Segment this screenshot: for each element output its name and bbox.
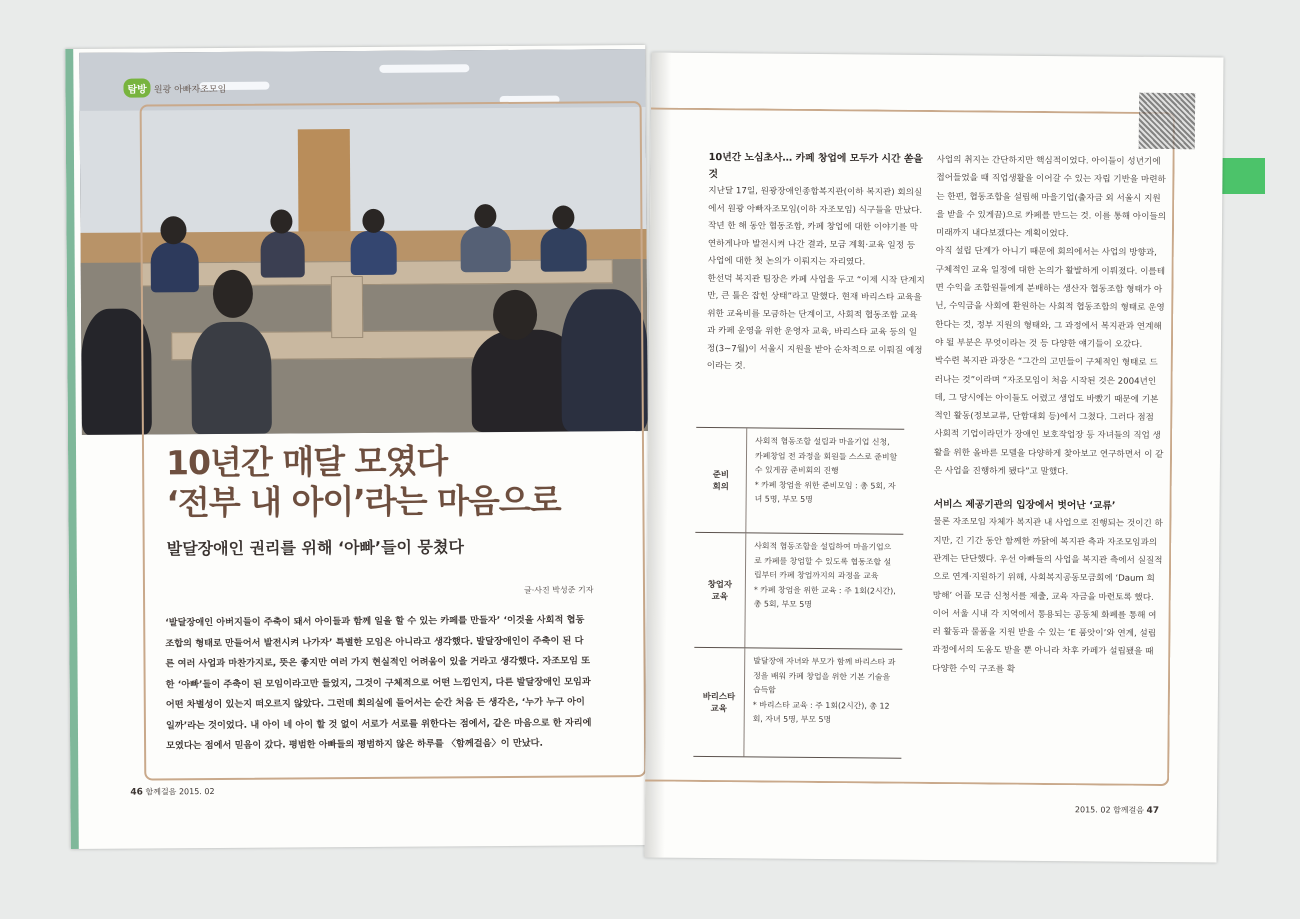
article-subtitle: 발달장애인 권리를 위해 ‘아빠’들이 뭉쳤다 xyxy=(166,537,464,559)
schedule-row xyxy=(693,648,902,759)
schedule-label: 바리스타 교육 xyxy=(693,648,745,756)
folio-text: 함께걸음 2015. 02 xyxy=(145,787,215,797)
folio-text: 2015. 02 함께걸음 xyxy=(1074,805,1145,815)
schedule-row xyxy=(694,533,903,650)
headline-line-2: ‘전부 내 아이’라는 마음으로 xyxy=(166,480,561,523)
column-2 xyxy=(932,151,1167,680)
schedule-table xyxy=(693,427,904,759)
schedule-label: 준비 회의 xyxy=(695,428,747,532)
section-heading: 서비스 제공기관의 입장에서 벗어난 ‘교류’ xyxy=(933,499,1116,512)
section-heading: 10년간 노심초사… 카페 창업에 모두가 시간 쏟을 것 xyxy=(708,152,923,181)
paragraph: 지난달 17일, 원광장애인종합복지관(이하 복지관) 회의실에서 원광 아빠자조모임(이하 자조모임) 식구들을 만났다. 작년 한 해 동안 협동조합, 카페 창업에 대한 이야기를 막연하게나마 발전시켜 나간 결과, 모금 계획·교육 일정 등 사업에 대한 첫 논의가 이뤄지는 자리였다. xyxy=(707,186,923,268)
page-number: 47 xyxy=(1146,805,1160,816)
lead-paragraph: ‘발달장애인 아버지들이 주축이 돼서 아이들과 함께 일을 할 수 있는 카페를 만들자’ ‘이것을 사회적 협동조합의 형태로 만들어서 발전시켜 나가자’ 특별한 모임은 아니라고 생각했다. 발달장애인이 주축이 된 다른 여러 사업과 마찬가지로, 뜻은 좋지만 여러 가지 현실적인 어려움이 있을 거라고 생각했다. 자조모임 또한 ‘아빠’들이 주축이 된 모임이라고만 들었지, 그것이 구체적으로 어떤 느낌인지, 다른 발달장애인 모임과 어떤 차별성이 있는지 떠오르지 않았다. 그런데 회의실에 들어서는 순간 처음 든 생각은, ‘누가 누구 아이일까’라는 것이었다. 내 아이 네 아이 할 것 없이 서로가 서로를 위한다는 점에서, 같은 마음으로 한 자리에 모였다는 점에서 믿음이 갔다. 평범한 아빠들의 평범하지 않은 하루를 〈함께걸음〉이 만났다. xyxy=(165,614,592,752)
left-folio xyxy=(130,786,214,798)
right-page xyxy=(644,53,1223,863)
byline: 글·사진 박성준 기자 xyxy=(523,585,594,595)
schedule-desc: 발달장애 자녀와 부모가 함께 바리스타 과정을 배워 카페 창업을 위한 기본 기술을 습득함 * 바리스타 교육 : 주 1회(2시간), 총 12회, 자녀 5명, 부모 5명 xyxy=(752,656,896,725)
schedule-desc: 사회적 협동조합 설립과 마을기업 신청, 카페창업 전 과정을 회원들 스스로 준비할 수 있게끔 준비회의 진행 * 카페 창업을 위한 준비모임 : 총 5회, 자녀 5명, 부모 5명 xyxy=(754,436,898,505)
left-page xyxy=(65,45,651,849)
headline-line-1: 10년간 매달 모였다 xyxy=(165,441,448,483)
paragraph: 한선덕 복지관 팀장은 카페 사업을 두고 “이제 시작 단계지만, 큰 틀은 잡힌 상태”라고 말했다. 현재 바리스타 교육을 위한 교육비를 모금하는 단계이고, 사회적 협동조합 교육과 카페 운영을 위한 운영자 교육, 바리스타 교육 등의 일정(3~7월)이 서울시 지원을 받아 순차적으로 이뤄질 예정이라는 것. xyxy=(706,273,925,372)
paragraph: 아직 설립 단계가 아니기 때문에 회의에서는 사업의 방향과, 구체적인 교육 일정에 대한 논의가 활발하게 이뤄졌다. 이를테면 수익을 조합원들에게 분배하는 생산자 협동조합 형태가 아닌, 수익금을 사회에 환원하는 사회적 협동조합의 형태로 운영한다는 것, 정부 지원의 형태와, 그 과정에서 복지관과 연계해야 될 부분은 무엇이라는 것 등 다양한 얘기들이 오갔다. xyxy=(934,246,1166,350)
schedule-label: 창업자 교육 xyxy=(694,533,746,647)
paragraph: 물론 자조모임 자체가 복지관 내 사업으로 진행되는 것이긴 하지만, 긴 기간 동안 함께한 까닭에 복지관 측과 자조모임과의 관계는 단단했다. 우선 아빠들의 사업을 복지관 측에서 실질적으로 연계·지원하기 위해, 사회복지공동모금회에 ‘Daum 희망해’ 어플 모금 신청서를 제출, 교육 자금을 마련토록 했다. 이어 서울 시내 각 지역에서 통용되는 공동체 화폐를 통해 여러 활동과 물품을 지원 받을 수 있는 ‘E 품앗이’와 연계, 설립 과정에서의 도움도 받을 뿐 아니라 차후 카페가 설립됐을 때 다양한 수익 구조를 확 xyxy=(932,517,1163,675)
page-edge xyxy=(65,49,79,849)
schedule-desc: 사회적 협동조합을 설립하여 마을기업으로 카페를 창업할 수 있도록 협동조합 설립부터 카페 창업까지의 과정을 교육 * 카페 창업을 위한 교육 : 주 1회(2시간), 총 5회, 부모 5명 xyxy=(753,541,896,610)
paragraph: 박수련 복지관 과장은 “그간의 고민들이 구체적인 형태로 드러나는 것”이라며 “자조모임이 처음 시작된 것은 2004년인데, 그 당시에는 아이들도 어렸고 생업도 바빴기 때문에 기본적인 활동(정보교류, 단합대회 등)에서 그쳤다. 그러다 점점 사회적 기업이라던가 장애인 보호작업장 등 자녀들의 직업 생활을 위한 올바른 모델을 다양하게 찾아보고 연구하면서 이 같은 사업을 진행하게 됐다”고 말했다. xyxy=(933,356,1164,478)
schedule-row xyxy=(695,428,904,535)
column-1 xyxy=(707,149,927,377)
photo-lamp xyxy=(379,64,469,73)
section-badge: 탐방 xyxy=(123,78,150,97)
article-headline xyxy=(166,441,561,524)
magazine-spread xyxy=(60,45,1230,865)
right-folio xyxy=(1075,804,1159,816)
section-title: 원광 아빠자조모임 xyxy=(153,84,227,96)
section-tag xyxy=(123,78,226,98)
paragraph: 사업의 취지는 간단하지만 핵심적이었다. 아이들이 성년기에 접어들었을 때 직업생활을 이어갈 수 있는 자립 기반을 마련하는 한편, 협동조합을 설립해 마을기업(출자금 외 서울시 지원을 받을 수 있게끔)으로 카페를 만드는 것. 이를 통해 아이들의 미래까지 내다보겠다는 계획이었다. xyxy=(935,155,1167,240)
qr-code-icon xyxy=(1139,93,1195,149)
page-number: 46 xyxy=(130,787,143,798)
